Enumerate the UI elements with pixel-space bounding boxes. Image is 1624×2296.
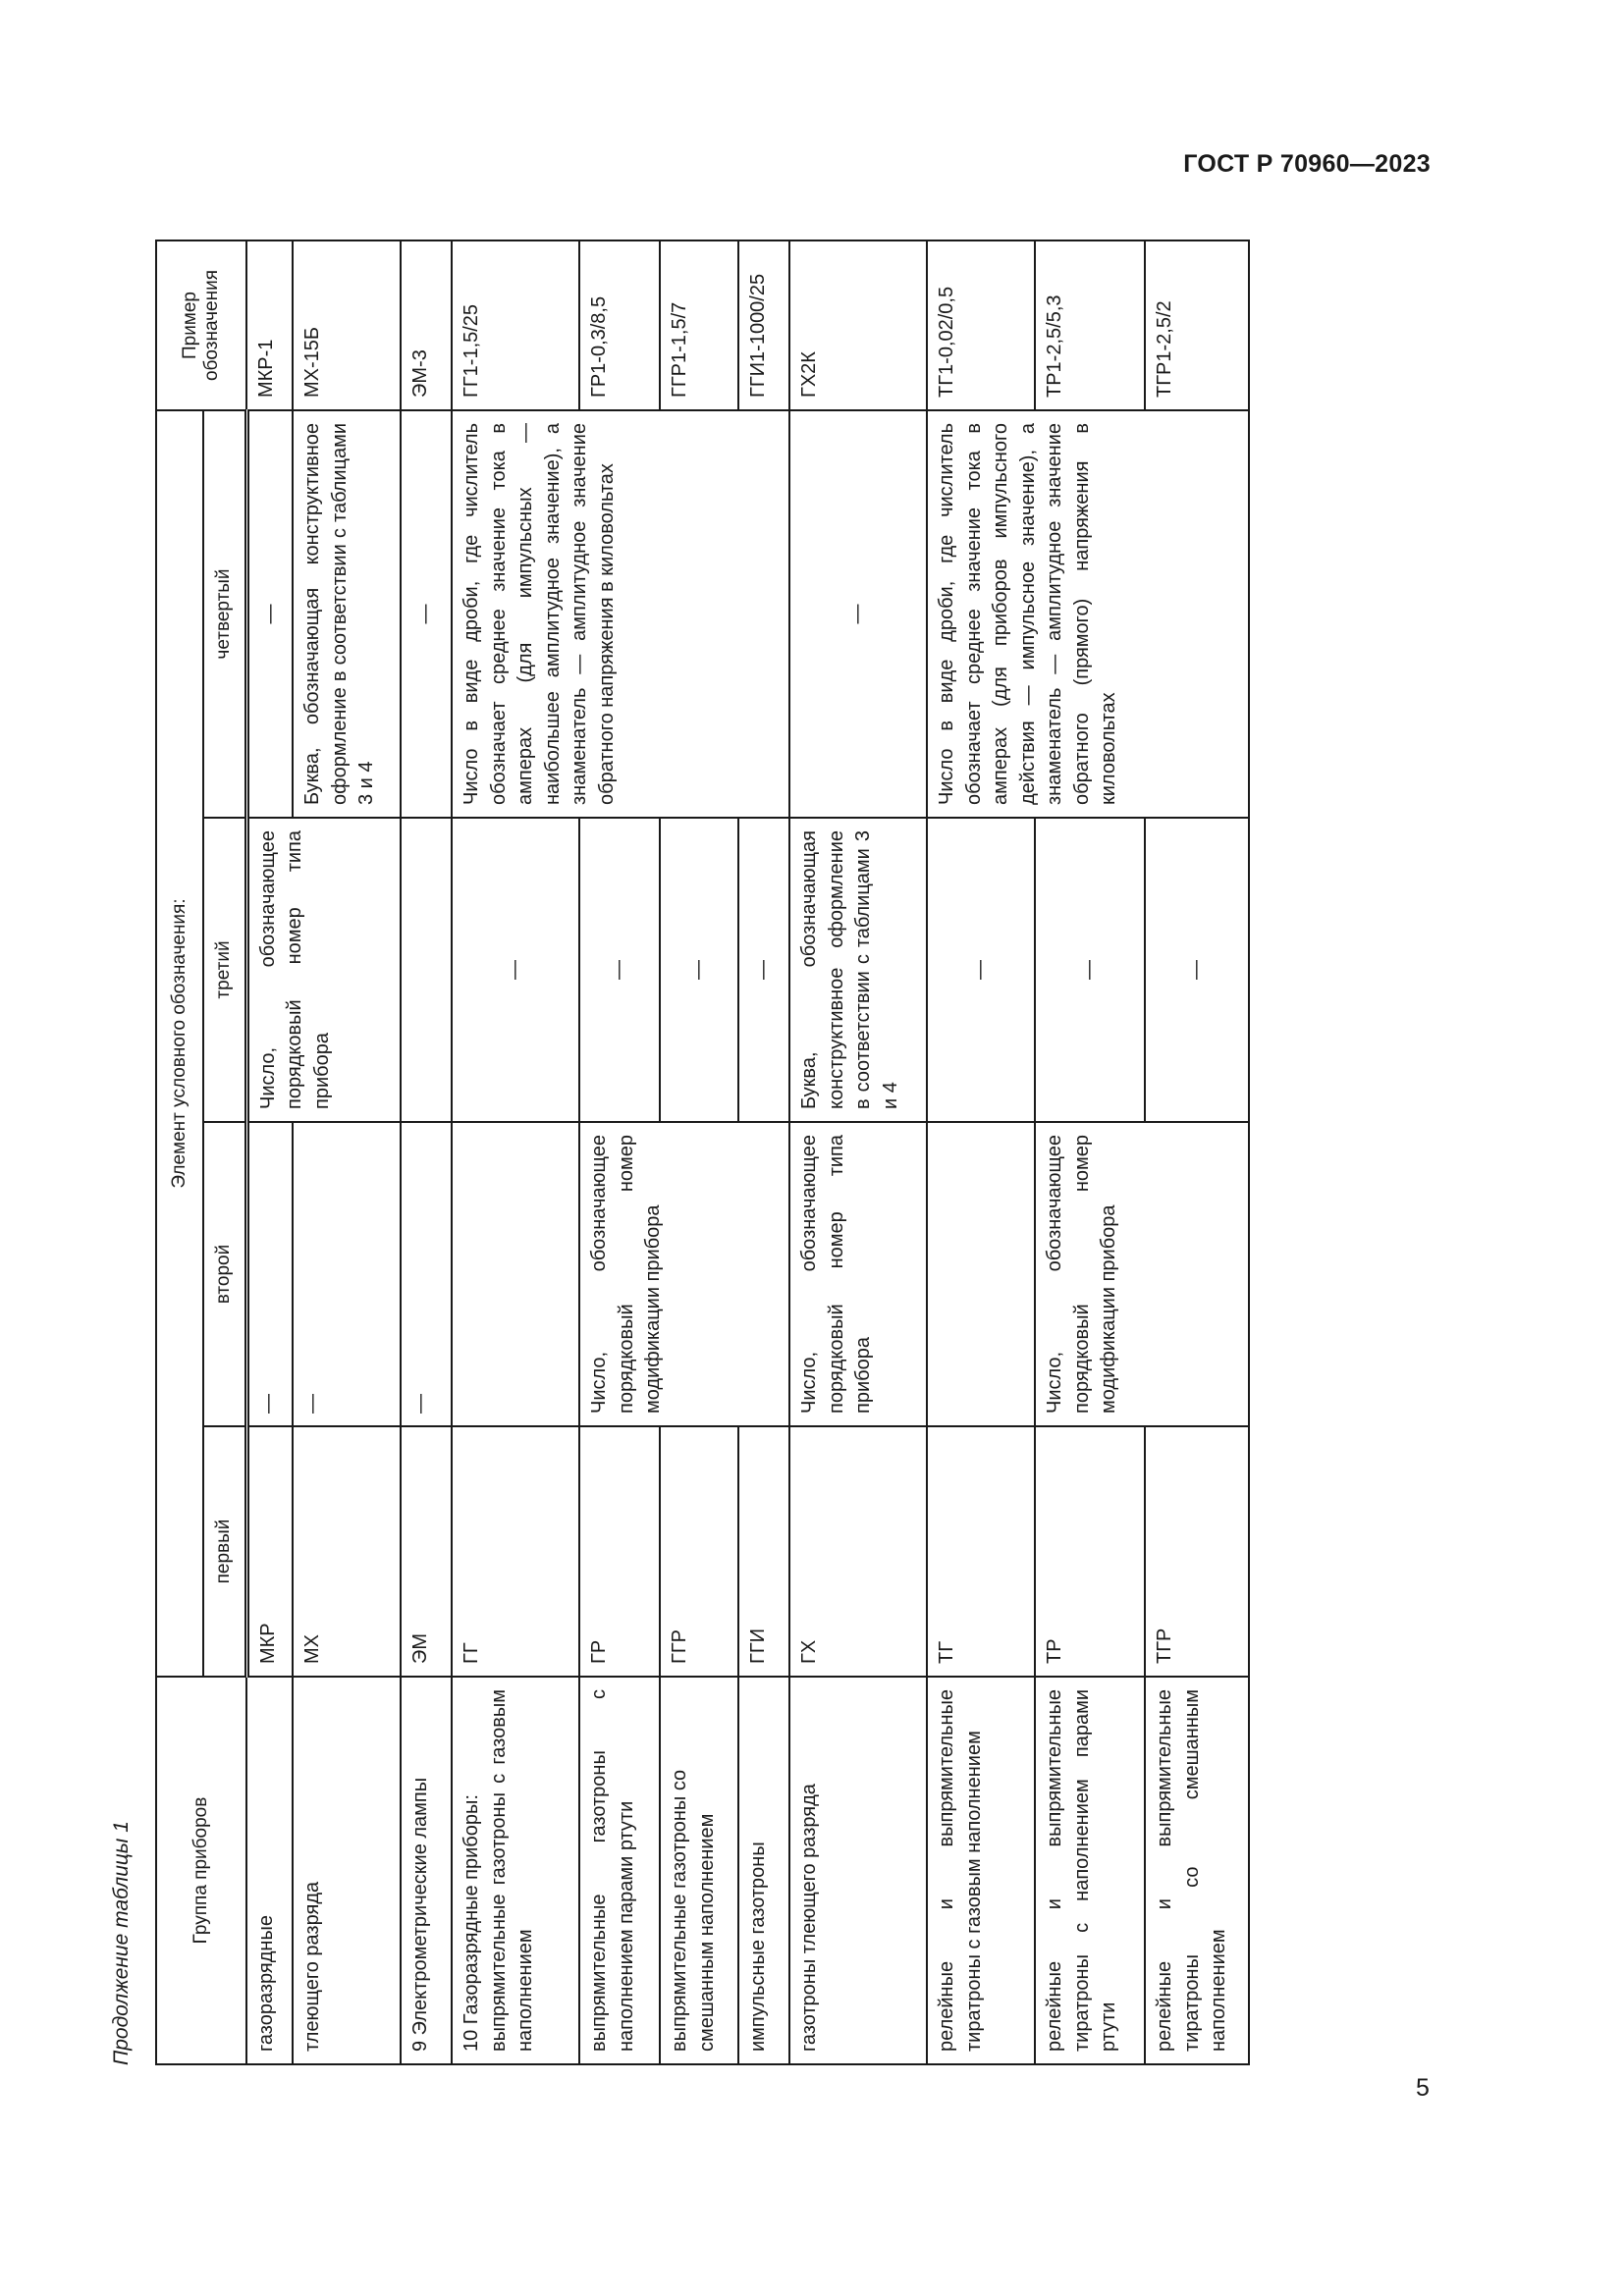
example-cell: ГГР1-1,5/7 (660, 240, 738, 410)
document-code: ГОСТ Р 70960—2023 (1183, 150, 1431, 178)
first-cell: ГГ (452, 1426, 579, 1677)
group-label: выпрямительные газотроны с газовым наполнением (487, 1689, 536, 2052)
table-row (293, 240, 401, 2064)
second-cell: — (293, 1122, 401, 1426)
group-cell: релейные и выпрямительные тиратроны с газовым наполнением (927, 1677, 1035, 2064)
first-cell: МКР (246, 1426, 293, 1677)
header-fourth: четвертый (203, 410, 246, 818)
first-cell: МХ (293, 1426, 401, 1677)
third-cell: — (1035, 818, 1145, 1122)
second-cell: Число, обозначающее порядковый номер модификации прибора (579, 1122, 789, 1426)
third-cell: — (452, 818, 579, 1122)
fourth-cell: — (246, 410, 293, 818)
second-cell: — (246, 1122, 293, 1426)
group-title: 10 Газоразрядные приборы: (460, 1794, 482, 2052)
header-element: Элемент условного обозначения: (156, 410, 203, 1677)
table-row (401, 240, 452, 2064)
third-cell: — (1145, 818, 1249, 1122)
third-cell (401, 818, 452, 1122)
third-cell: — (738, 818, 789, 1122)
third-cell: — (660, 818, 738, 1122)
group-cell: выпрямительные газотроны с наполнением парами ртути (579, 1677, 660, 2064)
group-cell: релейные и выпрямительные тиратроны со смешанным наполнением (1145, 1677, 1249, 2064)
fourth-cell: Число в виде дроби, где числитель обозначает среднее значение тока в амперах (для импульсных — наибольшее амплитудное значение), а знаменатель — амплитудное значение обратного напряжения в киловольтах (452, 410, 789, 818)
designation-table (155, 240, 1250, 2065)
first-cell: ГГИ (738, 1426, 789, 1677)
second-cell: — (401, 1122, 452, 1426)
first-cell: ТГ (927, 1426, 1035, 1677)
second-cell (927, 1122, 1035, 1426)
second-cell: Число, обозначающее порядковый номер типа прибора (789, 1122, 927, 1426)
group-cell: 9 Электрометрические лампы (401, 1677, 452, 2064)
group-cell: выпрямительные газотроны со смешанным наполнением (660, 1677, 738, 2064)
table-caption: Продолжение таблицы 1 (110, 1821, 133, 2065)
example-cell: ГГ1-1,5/25 (452, 240, 579, 410)
third-cell: Буква, обозначающая конструктивное оформление в соответствии с таблицами 3 и 4 (789, 818, 927, 1122)
example-cell: ГГИ1-1000/25 (738, 240, 789, 410)
third-cell: — (927, 818, 1035, 1122)
first-cell: ЭМ (401, 1426, 452, 1677)
third-cell: — (579, 818, 660, 1122)
fourth-cell: Буква, обозначающая конструктивное оформление в соответствии с таблицами 3 и 4 (293, 410, 401, 818)
first-cell: ГГР (660, 1426, 738, 1677)
group-cell: релейные и выпрямительные тиратроны с наполнением парами ртути (1035, 1677, 1145, 2064)
header-group: Группа приборов (156, 1677, 246, 2064)
table-row (452, 240, 579, 2064)
table-row (927, 240, 1035, 2064)
fourth-cell: — (401, 410, 452, 818)
header-third: третий (203, 818, 246, 1122)
second-cell (452, 1122, 579, 1426)
fourth-cell: Число в виде дроби, где числитель обозначает среднее значение тока в амперах (для приборов импульсного действия — импульсное значение), а знаменатель — амплитудное значение обратного (прямого) напряжения в киловольтах (927, 410, 1249, 818)
header-example: Пример обозначения (156, 240, 246, 410)
group-cell (452, 1677, 579, 2064)
group-cell: импульсные газотроны (738, 1677, 789, 2064)
page-number: 5 (1416, 2074, 1430, 2102)
example-cell: ГХ2К (789, 240, 927, 410)
third-cell: Число, обозначающее порядковый номер типа прибора (246, 818, 401, 1122)
example-cell: МКР-1 (246, 240, 293, 410)
header-second: второй (203, 1122, 246, 1426)
header-first: первый (203, 1426, 246, 1677)
example-cell: ТГР1-2,5/2 (1145, 240, 1249, 410)
table-row (246, 240, 293, 2064)
example-cell: ТР1-2,5/5,3 (1035, 240, 1145, 410)
group-cell: тлеющего разряда (293, 1677, 401, 2064)
first-cell: ГР (579, 1426, 660, 1677)
example-cell: ГР1-0,3/8,5 (579, 240, 660, 410)
second-cell: Число, обозначающее порядковый номер модификации прибора (1035, 1122, 1249, 1426)
first-cell: ТР (1035, 1426, 1145, 1677)
fourth-cell: — (789, 410, 927, 818)
table-row (789, 240, 927, 2064)
rotated-table-block (110, 241, 1229, 2065)
example-cell: ЭМ-3 (401, 240, 452, 410)
group-cell: газоразрядные (246, 1677, 293, 2064)
first-cell: ТГР (1145, 1426, 1249, 1677)
first-cell: ГХ (789, 1426, 927, 1677)
example-cell: ТГ1-0,02/0,5 (927, 240, 1035, 410)
example-cell: МХ-15Б (293, 240, 401, 410)
group-cell: газотроны тлеющего разряда (789, 1677, 927, 2064)
